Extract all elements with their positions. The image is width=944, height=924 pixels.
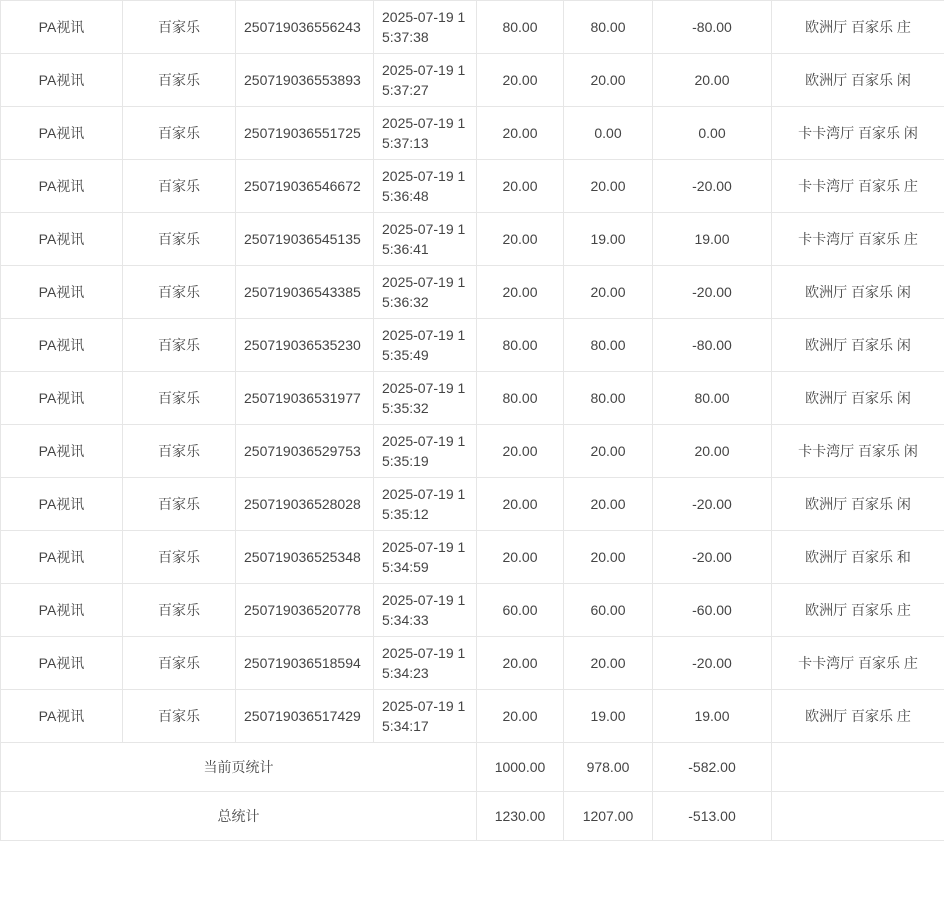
cell-win-loss: -20.00 [653, 531, 772, 584]
cell-valid-amount: 20.00 [564, 637, 653, 690]
table-row [1, 425, 944, 478]
cell-detail: 欧洲厅 百家乐 闲 [772, 478, 944, 531]
table-row [1, 531, 944, 584]
cell-valid-amount: 20.00 [564, 425, 653, 478]
cell-platform: PA视讯 [1, 531, 123, 584]
cell-platform: PA视讯 [1, 584, 123, 637]
cell-win-loss: -20.00 [653, 478, 772, 531]
cell-game: 百家乐 [123, 107, 236, 160]
cell-win-loss: 19.00 [653, 213, 772, 266]
cell-bet-id: 250719036546672 [236, 160, 374, 213]
cell-bet-id: 250719036525348 [236, 531, 374, 584]
summary-label: 总统计 [1, 792, 477, 841]
cell-detail: 欧洲厅 百家乐 和 [772, 531, 944, 584]
cell-bet-time: 2025-07-19 15:36:41 [374, 213, 477, 266]
cell-platform: PA视讯 [1, 478, 123, 531]
cell-bet-time: 2025-07-19 15:34:17 [374, 690, 477, 743]
cell-win-loss: 80.00 [653, 372, 772, 425]
cell-bet-time: 2025-07-19 15:35:19 [374, 425, 477, 478]
cell-bet-amount: 20.00 [477, 637, 564, 690]
cell-win-loss: 19.00 [653, 690, 772, 743]
cell-valid-amount: 20.00 [564, 160, 653, 213]
cell-game: 百家乐 [123, 266, 236, 319]
cell-detail: 卡卡湾厅 百家乐 闲 [772, 425, 944, 478]
summary-win-loss: -582.00 [653, 743, 772, 792]
cell-platform: PA视讯 [1, 690, 123, 743]
cell-win-loss: 0.00 [653, 107, 772, 160]
cell-bet-amount: 20.00 [477, 213, 564, 266]
cell-bet-time: 2025-07-19 15:37:13 [374, 107, 477, 160]
cell-detail: 欧洲厅 百家乐 庄 [772, 584, 944, 637]
cell-detail: 卡卡湾厅 百家乐 庄 [772, 637, 944, 690]
cell-bet-amount: 20.00 [477, 160, 564, 213]
cell-win-loss: -80.00 [653, 1, 772, 54]
cell-bet-id: 250719036531977 [236, 372, 374, 425]
summary-win-loss: -513.00 [653, 792, 772, 841]
cell-valid-amount: 0.00 [564, 107, 653, 160]
table-row [1, 160, 944, 213]
table-row [1, 690, 944, 743]
cell-valid-amount: 60.00 [564, 584, 653, 637]
cell-bet-time: 2025-07-19 15:35:32 [374, 372, 477, 425]
cell-bet-amount: 20.00 [477, 107, 564, 160]
cell-bet-time: 2025-07-19 15:37:27 [374, 54, 477, 107]
cell-game: 百家乐 [123, 372, 236, 425]
cell-bet-id: 250719036553893 [236, 54, 374, 107]
cell-detail: 欧洲厅 百家乐 闲 [772, 319, 944, 372]
cell-valid-amount: 80.00 [564, 372, 653, 425]
cell-bet-time: 2025-07-19 15:35:12 [374, 478, 477, 531]
cell-bet-time: 2025-07-19 15:36:32 [374, 266, 477, 319]
cell-bet-id: 250719036545135 [236, 213, 374, 266]
cell-bet-id: 250719036518594 [236, 637, 374, 690]
cell-game: 百家乐 [123, 1, 236, 54]
cell-bet-amount: 80.00 [477, 1, 564, 54]
cell-bet-amount: 20.00 [477, 531, 564, 584]
cell-detail: 欧洲厅 百家乐 闲 [772, 266, 944, 319]
cell-detail: 欧洲厅 百家乐 庄 [772, 690, 944, 743]
cell-platform: PA视讯 [1, 213, 123, 266]
cell-game: 百家乐 [123, 478, 236, 531]
cell-detail: 卡卡湾厅 百家乐 闲 [772, 107, 944, 160]
cell-detail: 欧洲厅 百家乐 闲 [772, 372, 944, 425]
cell-valid-amount: 20.00 [564, 266, 653, 319]
summary-detail [772, 743, 944, 792]
cell-platform: PA视讯 [1, 54, 123, 107]
cell-valid-amount: 20.00 [564, 531, 653, 584]
cell-bet-time: 2025-07-19 15:34:33 [374, 584, 477, 637]
cell-game: 百家乐 [123, 637, 236, 690]
cell-platform: PA视讯 [1, 425, 123, 478]
table-row [1, 1, 944, 54]
cell-bet-time: 2025-07-19 15:36:48 [374, 160, 477, 213]
cell-valid-amount: 19.00 [564, 213, 653, 266]
table-row [1, 319, 944, 372]
cell-bet-amount: 20.00 [477, 54, 564, 107]
cell-bet-id: 250719036520778 [236, 584, 374, 637]
cell-win-loss: -60.00 [653, 584, 772, 637]
cell-detail: 卡卡湾厅 百家乐 庄 [772, 160, 944, 213]
cell-win-loss: -80.00 [653, 319, 772, 372]
cell-bet-id: 250719036517429 [236, 690, 374, 743]
summary-detail [772, 792, 944, 841]
cell-bet-id: 250719036551725 [236, 107, 374, 160]
cell-platform: PA视讯 [1, 319, 123, 372]
summary-row [1, 792, 944, 841]
cell-bet-time: 2025-07-19 15:34:23 [374, 637, 477, 690]
cell-game: 百家乐 [123, 54, 236, 107]
table-row [1, 54, 944, 107]
cell-platform: PA视讯 [1, 637, 123, 690]
summary-bet-amount: 1000.00 [477, 743, 564, 792]
cell-valid-amount: 20.00 [564, 54, 653, 107]
cell-bet-id: 250719036556243 [236, 1, 374, 54]
cell-bet-time: 2025-07-19 15:35:49 [374, 319, 477, 372]
table-row [1, 637, 944, 690]
cell-platform: PA视讯 [1, 1, 123, 54]
cell-bet-amount: 80.00 [477, 319, 564, 372]
cell-game: 百家乐 [123, 319, 236, 372]
cell-bet-id: 250719036529753 [236, 425, 374, 478]
table-row [1, 213, 944, 266]
cell-platform: PA视讯 [1, 266, 123, 319]
cell-win-loss: 20.00 [653, 54, 772, 107]
cell-game: 百家乐 [123, 531, 236, 584]
cell-bet-amount: 20.00 [477, 266, 564, 319]
cell-game: 百家乐 [123, 425, 236, 478]
summary-bet-amount: 1230.00 [477, 792, 564, 841]
cell-valid-amount: 20.00 [564, 478, 653, 531]
cell-bet-id: 250719036528028 [236, 478, 374, 531]
cell-win-loss: -20.00 [653, 266, 772, 319]
cell-bet-time: 2025-07-19 15:34:59 [374, 531, 477, 584]
table-row [1, 584, 944, 637]
cell-game: 百家乐 [123, 690, 236, 743]
summary-valid-amount: 1207.00 [564, 792, 653, 841]
cell-bet-amount: 20.00 [477, 478, 564, 531]
table-row [1, 372, 944, 425]
cell-platform: PA视讯 [1, 372, 123, 425]
cell-win-loss: 20.00 [653, 425, 772, 478]
cell-bet-amount: 20.00 [477, 690, 564, 743]
table-row [1, 107, 944, 160]
cell-detail: 欧洲厅 百家乐 闲 [772, 54, 944, 107]
cell-platform: PA视讯 [1, 160, 123, 213]
cell-game: 百家乐 [123, 213, 236, 266]
summary-valid-amount: 978.00 [564, 743, 653, 792]
cell-bet-id: 250719036543385 [236, 266, 374, 319]
cell-win-loss: -20.00 [653, 637, 772, 690]
cell-detail: 卡卡湾厅 百家乐 庄 [772, 213, 944, 266]
cell-platform: PA视讯 [1, 107, 123, 160]
table-row [1, 478, 944, 531]
cell-bet-time: 2025-07-19 15:37:38 [374, 1, 477, 54]
table-row [1, 266, 944, 319]
cell-game: 百家乐 [123, 584, 236, 637]
cell-bet-id: 250719036535230 [236, 319, 374, 372]
cell-detail: 欧洲厅 百家乐 庄 [772, 1, 944, 54]
bet-records-body [1, 1, 944, 841]
cell-valid-amount: 80.00 [564, 319, 653, 372]
summary-label: 当前页统计 [1, 743, 477, 792]
cell-game: 百家乐 [123, 160, 236, 213]
summary-row [1, 743, 944, 792]
cell-win-loss: -20.00 [653, 160, 772, 213]
cell-bet-amount: 80.00 [477, 372, 564, 425]
cell-bet-amount: 20.00 [477, 425, 564, 478]
cell-valid-amount: 19.00 [564, 690, 653, 743]
cell-valid-amount: 80.00 [564, 1, 653, 54]
cell-bet-amount: 60.00 [477, 584, 564, 637]
